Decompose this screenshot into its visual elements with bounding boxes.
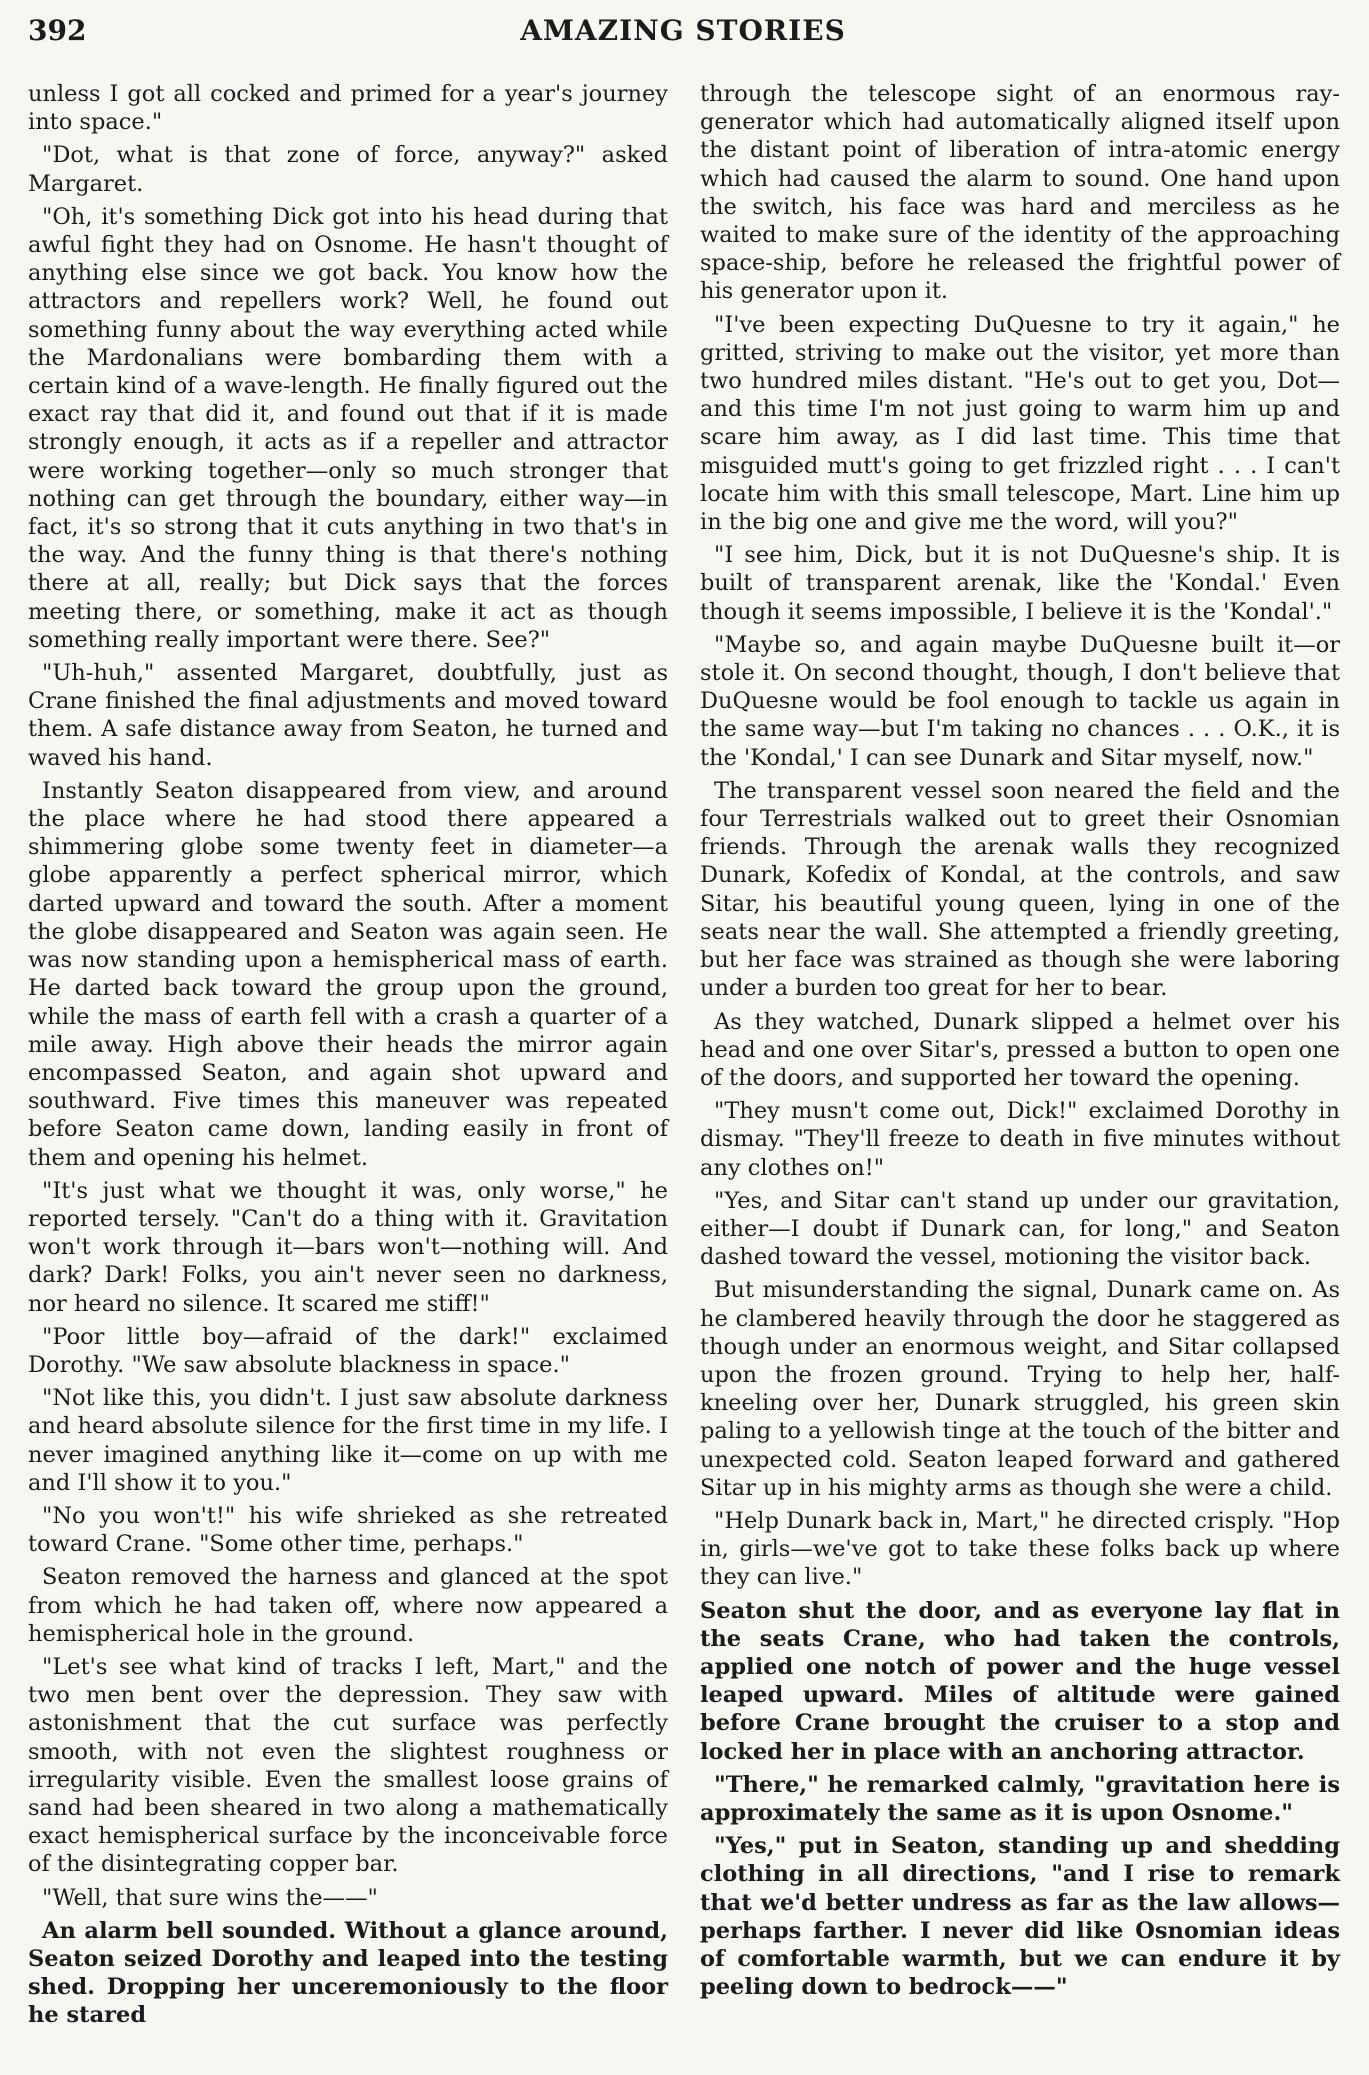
page-header bbox=[28, 14, 1338, 62]
paragraph: unless I got all cocked and primed for a year's journey into space." bbox=[28, 81, 668, 136]
paragraph: But misunderstanding the signal, Dunark came on. As he clambered heavily through the door he staggered as though under an enormous weight, and Sitar collapsed upon the frozen ground. Trying to help her, half-kneeling over her, Dunark struggled, his green skin paling to a yellowish tinge at the touch of the bitter and unexpected cold. Seaton leaped forward and gathered Sitar up in his mighty arms as though she were a child. bbox=[700, 1277, 1340, 1501]
paragraph: "I've been expecting DuQuesne to try it again," he gritted, striving to make out the visitor, yet more than two hundred miles distant. "He's out to get you, Dot—and this time I'm not just going to warm him up and scare him away, as I did last time. This time that misguided mutt's going to get frizzled right . . . I can't locate him with this small telescope, Mart. Line him up in the big one and give me the word, will you?" bbox=[700, 311, 1340, 536]
paragraph: "Maybe so, and again maybe DuQuesne built it—or stole it. On second thought, though, I don't believe that DuQuesne would be fool enough to tackle us again in the same way—but I'm taking no chances . . . O.K., it is the 'Kondal,' I can see Dunark and Sitar myself, now." bbox=[700, 631, 1340, 771]
paragraph: "Well, that sure wins the——" bbox=[42, 1884, 378, 1911]
right-column bbox=[700, 80, 1340, 2001]
right-column-lower bbox=[700, 1597, 1340, 2002]
paragraph: "Uh-huh," assented Margaret, doubtfully, just as Crane finished the final adjustments and moved toward them. A safe distance away from Seaton, he turned and waved his hand. bbox=[28, 660, 668, 771]
paragraph: "I see him, Dick, but it is not DuQuesne's ship. It is built of transparent arenak, like the 'Kondal.' Even though it seems impossible, I believe it is the 'Kondal'." bbox=[700, 542, 1340, 625]
paragraph: "There," he remarked calmly, "gravitation here is approximately the same as it is upon Osnome." bbox=[700, 1771, 1340, 1826]
paragraph: "Poor little boy—afraid of the dark!" exclaimed Dorothy. "We saw absolute blackness in space." bbox=[28, 1323, 668, 1378]
paragraph: "Yes, and Sitar can't stand up under our gravitation, either—I doubt if Dunark can, for long," and Seaton dashed toward the vessel, motioning the visitor back. bbox=[700, 1187, 1340, 1271]
paragraph: "Oh, it's something Dick got into his head during that awful fight they had on Osnome. He hasn't thought of anything else since we got back. You know how the attractors and repellers work? Well, he found out something funny about the way everything acted while the Mardonalians were bombarding them with a certain kind of a wave-length. He finally figured out the exact ray that did it, and found out that if it is made strongly enough, it acts as if a repeller and attractor were working together—only so much stronger that nothing can get through the boundary, either way—in fact, it's so strong that it cuts anything in two that's in the way. And the funny thing is that there's nothing there at all, really; but Dick says that the forces meeting there, or something, make it act as though something really important were there. See?" bbox=[28, 203, 668, 653]
paragraph: "Yes," put in Seaton, standing up and shedding clothing in all directions, "and I rise to remark that we'd better undress as far as the law allows—perhaps farther. I never did like Osnomian ideas of comfortable warmth, but we can endure it by peeling down to bedrock——" bbox=[700, 1833, 1340, 2001]
paragraph: An alarm bell sounded. Without a glance around, Seaton seized Dorothy and leaped into the testing shed. Dropping her unceremoniously to the floor he stared bbox=[28, 1917, 668, 2029]
paragraph: "It's just what we thought it was, only worse," he reported tersely. "Can't do a thing with it. Gravitation won't work through it—bars won't—nothing will. And dark? Dark! Folks, you ain't never seen no darkness, nor heard no silence. It scared me stiff!" bbox=[28, 1177, 668, 1317]
paragraph: "Help Dunark back in, Mart," he directed crisply. "Hop in, girls—we've got to take these folks back up where they can live." bbox=[700, 1507, 1340, 1591]
magazine-title: AMAZING STORIES bbox=[520, 14, 846, 47]
page-number: 392 bbox=[28, 14, 87, 47]
paragraph: "Not like this, you didn't. I just saw absolute darkness and heard absolute silence for the first time in my life. I never imagined anything like it—come on up with me and I'll show it to you." bbox=[28, 1385, 668, 1496]
paragraph: "Dot, what is that zone of force, anyway?" asked Margaret. bbox=[28, 142, 668, 197]
paragraph: As they watched, Dunark slipped a helmet over his head and one over Sitar's, pressed a button to open one of the doors, and supported her toward the opening. bbox=[700, 1008, 1340, 1091]
paragraph: "Let's see what kind of tracks I left, Mart," and the two men bent over the depression. They saw with astonishment that the cut surface was perfectly smooth, with not even the slightest roughness or irregularity visible. Even the smallest loose grains of sand had been sheared in two along a mathematically exact hemispherical surface by the inconceivable force of the disintegrating copper bar. bbox=[28, 1653, 668, 1878]
left-column bbox=[28, 80, 668, 2030]
paragraph: The transparent vessel soon neared the field and the four Terrestrials walked out to greet their Osnomian friends. Through the arenak walls they recognized Dunark, Kofedix of Kondal, at the controls, and saw Sitar, his beautiful young queen, lying in one of the seats near the wall. She attempted a friendly greeting, but her face was strained as though she were laboring under a burden too great for her to bear. bbox=[700, 777, 1340, 1002]
paragraph: "They musn't come out, Dick!" exclaimed Dorothy in dismay. "They'll freeze to death in five minutes without any clothes on!" bbox=[700, 1098, 1340, 1181]
paragraph: Seaton shut the door, and as everyone lay flat in the seats Crane, who had taken the controls, applied one notch of power and the huge vessel leaped upward. Miles of altitude were gained before Crane brought the cruiser to a stop and locked her in place with an anchoring attractor. bbox=[700, 1597, 1340, 1765]
paragraph: Seaton removed the harness and glanced at the spot from which he had taken off, where now appeared a hemispherical hole in the ground. bbox=[28, 1564, 668, 1647]
paragraph: "No you won't!" his wife shrieked as she retreated toward Crane. "Some other time, perhaps." bbox=[28, 1502, 668, 1558]
paragraph: Instantly Seaton disappeared from view, and around the place where he had stood there appeared a shimmering globe some twenty feet in diameter—a globe apparently a perfect spherical mirror, which darted upward and toward the south. After a moment the globe disappeared and Seaton was again seen. He was now standing upon a hemispherical mass of earth. He darted back toward the group upon the ground, while the mass of earth fell with a crash a quarter of a mile away. High above their heads the mirror again encompassed Seaton, and again shot upward and southward. Five times this maneuver was repeated before Seaton came down, landing easily in front of them and opening his helmet. bbox=[28, 777, 668, 1171]
paragraph: through the telescope sight of an enormous ray-generator which had automatically aligned itself upon the distant point of liberation of intra-atomic energy which had caused the alarm to sound. One hand upon the switch, his face was hard and merciless as he waited to make sure of the identity of the approaching space-ship, before he released the frightful power of his generator upon it. bbox=[700, 81, 1340, 305]
